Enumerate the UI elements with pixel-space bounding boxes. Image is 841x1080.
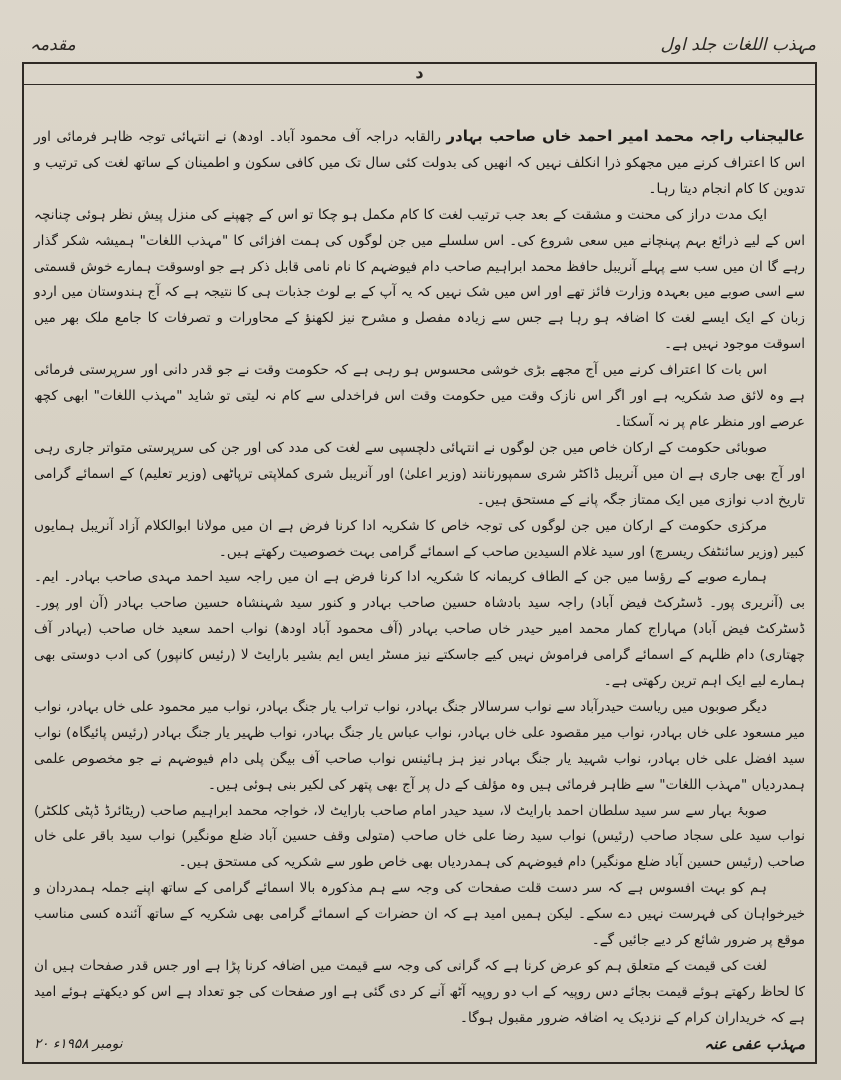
signature-name: مہذب عفی عنہ: [704, 1034, 805, 1053]
page-marker: د: [415, 63, 424, 82]
signature-line: [34, 1032, 805, 1058]
paragraph-10: لغت کی قیمت کے متعلق ہم کو عرض کرنا ہے کہ گرانی کی وجہ سے قیمت میں اضافہ کرنا پڑا ہے اور جس قدر صفحات ہیں ان کا لحاظ رکھتے ہوئے قیمت بجائے دس روپیہ کے اب دو روپیہ آٹھ آنے کر دی گئی ہے اور صفحات کی جو تعداد ہے اس کو دیکھتے ہوئے امید ہے کہ خریداران کرام کے نزدیک یہ اضافہ ضرور مقبول ہوگا۔: [34, 958, 805, 1026]
paragraph-7: دیگر صوبوں میں ریاست حیدرآباد سے نواب سرسالار جنگ بہادر، نواب تراب یار جنگ بہادر، نواب میر محمود علی خاں بہادر، نواب میر مسعود علی خاں بہادر، نواب میر مقصود علی خاں بہادر، نواب عباس یار جنگ بہادر، نواب ظہیر یار جنگ بہادر (رئیس پائیگاہ) نواب سید افضل علی خاں بہادر، نواب شہید یار جنگ بہادر نیز ہز ہائینس نواب صاحب آف بیگن پلی دام فیوضہم نے جو مخصوص علمی ہمدردیاں "مہذب اللغات" سے ظاہر فرمائی ہیں وہ مؤلف کے دل پر آج بھی پتھر کی لکیر بنی ہوئی ہیں۔: [34, 698, 805, 793]
signature-date: ۲۰ نومبر ۱۹۵۸ء: [34, 1035, 123, 1052]
paragraph-4: صوبائی حکومت کے ارکان خاص میں جن لوگوں نے انتہائی دلچسپی سے لغت کی مدد کی اور جن کی سرپرستی متواتر جاری رہی اور آج بھی جاری ہے ان میں آنریبل ڈاکٹر شری سمپورنانند (وزیر اعلیٰ) اور آنریبل شری کملاپتی ترپاٹھی (وزیر تعلیم) کے اسمائے گرامی تاریخ ادب نوازی میں ایک ممتاز جگہ پانے کے مستحق ہیں۔: [34, 439, 805, 508]
second-rule: [24, 84, 815, 85]
section-title-header: مقدمہ: [30, 35, 76, 55]
paragraph-2: ایک مدت دراز کی محنت و مشقت کے بعد جب ترتیب لغت کا کام مکمل ہو چکا تو اس کے چھپنے کی منزل پیش نظر ہوئی چنانچہ اس کے لیے ذرائع بہم پہنچانے میں سعی شروع کی۔ اس سلسلے میں جن لوگوں کی ہمت افزائی کا "مہذب اللغات" ہمیشہ شکر گذار رہے گا ان میں سب سے پہلے آنریبل حافظ محمد ابراہیم صاحب دام فیوضہم کا نام نامی قابل ذکر ہے جو اوسوقت ہمارے خوش قسمتی سے اسی صوبے میں بعہدہ وزارت فائز تھے اور اس میں شک نہیں کہ یہ آپ کے بے لوث جذبات ہی کا نتیجہ ہے کہ آج ہندوستان میں اردو زبان کے ایک ایسے لغت کا اضافہ ہو رہا ہے جس سے زیادہ مفصل و مشرح نیز لکھنؤ کے محاورات و تصرفات کا جامع ملک بھر میں اسوقت موجود نہیں ہے۔: [34, 206, 805, 353]
paragraph-1-lead: عالیجناب راجہ محمد امیر احمد خاں صاحب بہادر: [446, 127, 805, 145]
body-text: [34, 124, 805, 1054]
paragraph-5: مرکزی حکومت کے ارکان میں جن لوگوں کی توجہ خاص کا شکریہ ادا کرنا فرض ہے ان میں مولانا ابوالکلام آزاد آنریبل ہمایوں کبیر (وزیر سائنٹفک ریسرچ) اور سید غلام السیدین صاحب کے اسمائے گرامی بہت خصوصیت رکھتے ہیں۔: [34, 517, 805, 560]
paragraph-3: اس بات کا اعتراف کرنے میں آج مجھے بڑی خوشی محسوس ہو رہی ہے کہ حکومت وقت نے جو قدر دانی اور سرپرستی فرمائی ہے وہ لائق صد شکریہ ہے اور اگر اس نازک وقت میں حکومت وقت اس فراخدلی سے کام نہ لیتی تو شاید "مہذب اللغات" ابھی کچھ عرصے اور منظر عام پر نہ آسکتا۔: [34, 362, 805, 430]
paragraph-1-text: رالقابہ دراجہ آف محمود آباد۔ اودھ) نے انتہائی توجہ ظاہر فرمائی اور اس کا اعتراف کرنے میں مجھکو ذرا انکلف نہیں کہ انھیں کی بدولت کئی سال تک میں کافی سکون و اطمینان کے ساتھ لغت کی ترتیب و تدوین کا کام انجام دیتا رہا۔: [34, 129, 805, 197]
text-frame: [22, 62, 817, 1064]
paragraph-8: صوبۂ بہار سے سر سید سلطان احمد بارایٹ لا، سید حیدر امام صاحب بارایٹ لا، خواجہ محمد ابراہیم صاحب (ریٹائرڈ ڈپٹی کلکٹر) نواب سید علی سجاد صاحب (رئیس) نواب سید رضا علی خاں صاحب (متولی وقف حسین آباد ضلع مونگیر) نواب سید باقر علی خاں صاحب (رئیس حسین آباد ضلع مونگیر) دام فیوضہم کی ہمدردیاں بھی خاص طور سے شکریہ کی مستحق ہیں۔: [34, 802, 805, 871]
paragraph-6: ہمارے صوبے کے رؤسا میں جن کے الطاف کریمانہ کا شکریہ ادا کرنا فرض ہے ان میں راجہ سید احمد مہدی صاحب بہادر۔ ایم۔ بی (آنریری پور۔ ڈسٹرکٹ فیض آباد) راجہ سید بادشاہ حسین صاحب بہادر و کنور سید شہنشاہ حسین صاحب بہادر (آن اور پور۔ ڈسٹرکٹ فیض آباد) مہاراج کمار محمد امیر حیدر خاں صاحب بہادر (آف محمود آباد اودھ) نواب احمد سعید خاں صاحب (بہادر آف چھتاری) دام ظلہم کے اسمائے گرامی فراموش نہیں کیے جاسکتے نیز مسٹر ایس ایم بشیر بارایٹ لا (رئیس کانپور) کی ادب دوستی بھی ہمارے لیے ایک اہم ترین رکھتی ہے۔: [34, 569, 805, 690]
paragraph-1: [34, 124, 805, 203]
paragraph-9: ہم کو بہت افسوس ہے کہ سر دست قلت صفحات کی وجہ سے ہم مذکورہ بالا اسمائے گرامی کے ساتھ اپنے جملہ ہمدردان و خیرخواہان کی فہرست نہیں دے سکے۔ لیکن ہمیں امید ہے کہ ان حضرات کے اسمائے گرامی بھی شکریہ کے ساتھ آئندہ کسی مناسب موقع پر ضرور شائع کر دیے جائیں گے۔: [34, 880, 805, 949]
running-head: [26, 34, 816, 62]
book-title-header: مہذب اللغات جلد اول: [660, 35, 816, 55]
